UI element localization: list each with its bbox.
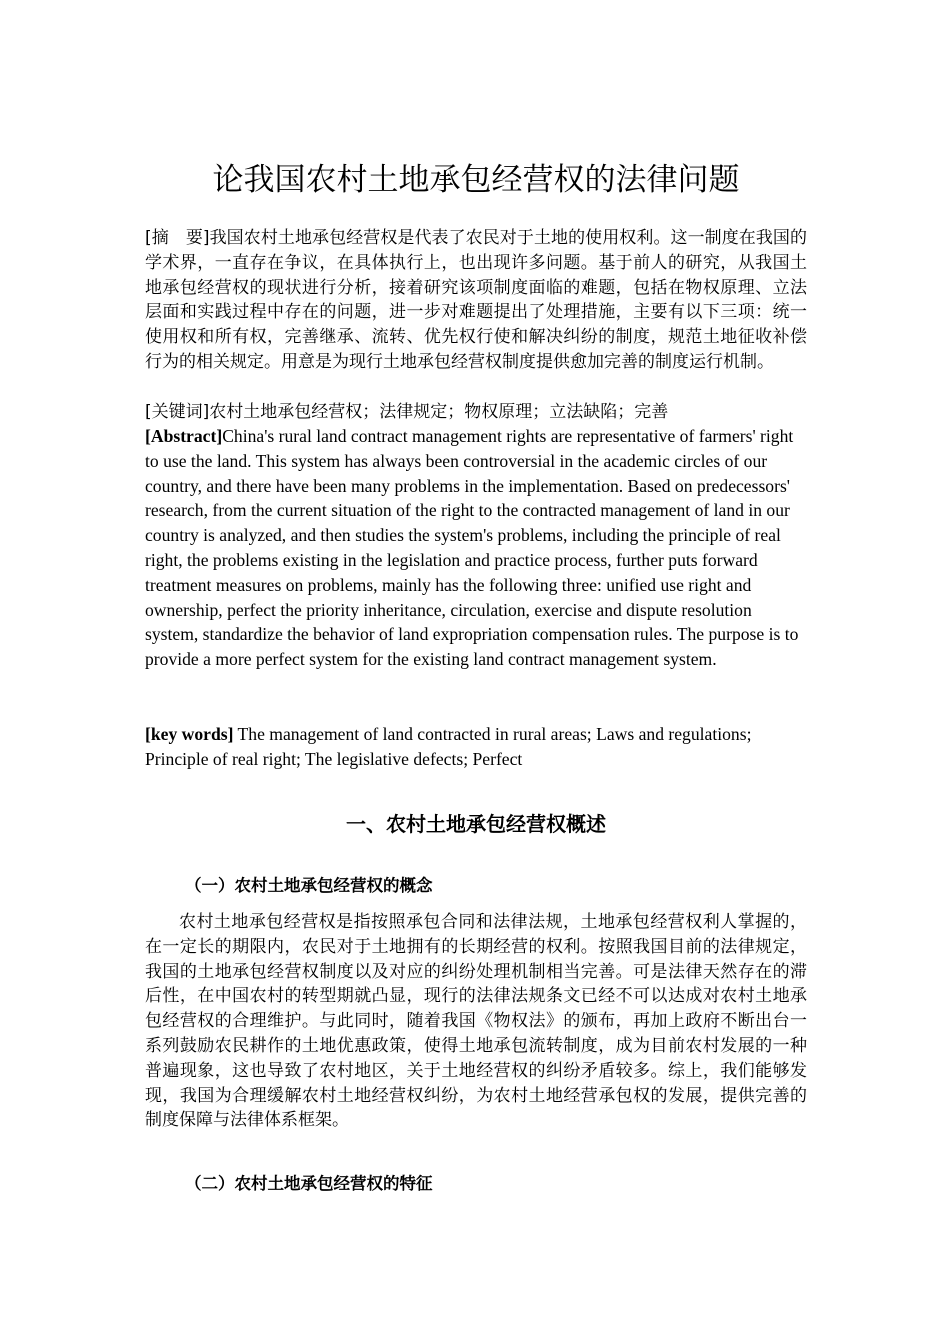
keywords-en-text: The management of land contracted in rural areas; Laws and regulations; Principle of real right; The legislative defects; Perfect [145, 724, 752, 769]
keywords-cn [145, 400, 807, 425]
subsection-heading-features: （二）农村土地承包经营权的特征 [185, 1174, 433, 1193]
subsection-heading-concept: （一）农村土地承包经营权的概念 [185, 876, 433, 895]
keywords-cn-text: 农村土地承包经营权；法律规定；物权原理；立法缺陷；完善 [209, 402, 669, 422]
section-heading-1: 一、农村土地承包经营权概述 [346, 812, 606, 836]
abstract-en-text: China's rural land contract management rights are representative of farmers' right to use the land. This system has always been controversial in the academic circles of our country, and there have been many problems in the implementation. Based on predecessors' research, from the current situation of the right to the contracted management of land in our country is analyzed, and then studies the system's problems, including the principle of real right, the problems existing in the legislation and practice process, further puts forward treatment measures on problems, mainly has the following three: unified use right and ownership, perfect the priority inheritance, circulation, exercise and dispute resolution system, standardize the behavior of land expropriation compensation rules. The purpose is to provide a more perfect system for the existing land contract management system. [145, 426, 799, 670]
abstract-cn-text: 我国农村土地承包经营权是代表了农民对于土地的使用权利。这一制度在我国的学术界，一直存在争议，在具体执行上，也出现许多问题。基于前人的研究，从我国土地承包经营权的现状进行分析，接着研究该项制度面临的难题，包括在物权原理、立法层面和实践过程中存在的问题，进一步对难题提出了处理措施，主要有以下三项：统一使用权和所有权，完善继承、流转、优先权行使和解决纠纷的制度，规范土地征收补偿行为的相关规定。用意是为现行土地承包经营权制度提供愈加完善的制度运行机制。 [145, 228, 807, 372]
abstract-cn-label: [摘 要] [145, 228, 210, 248]
abstract-en [145, 424, 807, 672]
abstract-cn [145, 226, 807, 375]
keywords-cn-label: [关键词] [145, 402, 210, 422]
keywords-en [145, 722, 807, 772]
paper-title: 论我国农村土地承包经营权的法律问题 [212, 162, 740, 198]
abstract-en-label: [Abstract] [145, 426, 223, 446]
keywords-en-label: [key words] [145, 724, 234, 744]
body-paragraph: 农村土地承包经营权是指按照承包合同和法律法规，土地承包经营权利人掌握的，在一定长的期限内，农民对于土地拥有的长期经营的权利。按照我国目前的法律规定，我国的土地承包经营权制度以及对应的纠纷处理机制相当完善。可是法律天然存在的滞后性，在中国农村的转型期就凸显，现行的法律法规条文已经不可以达成对农村土地承包经营权的合理维护。与此同时，随着我国《物权法》的颁布，再加上政府不断出台一系列鼓励农民耕作的土地优惠政策，使得土地承包流转制度，成为目前农村发展的一种普遍现象，这也导致了农村地区，关于土地经营权的纠纷矛盾较多。综上，我们能够发现，我国为合理缓解农村土地经营权纠纷，为农村土地经营承包权的发展，提供完善的制度保障与法律体系框架。 [145, 912, 807, 1131]
